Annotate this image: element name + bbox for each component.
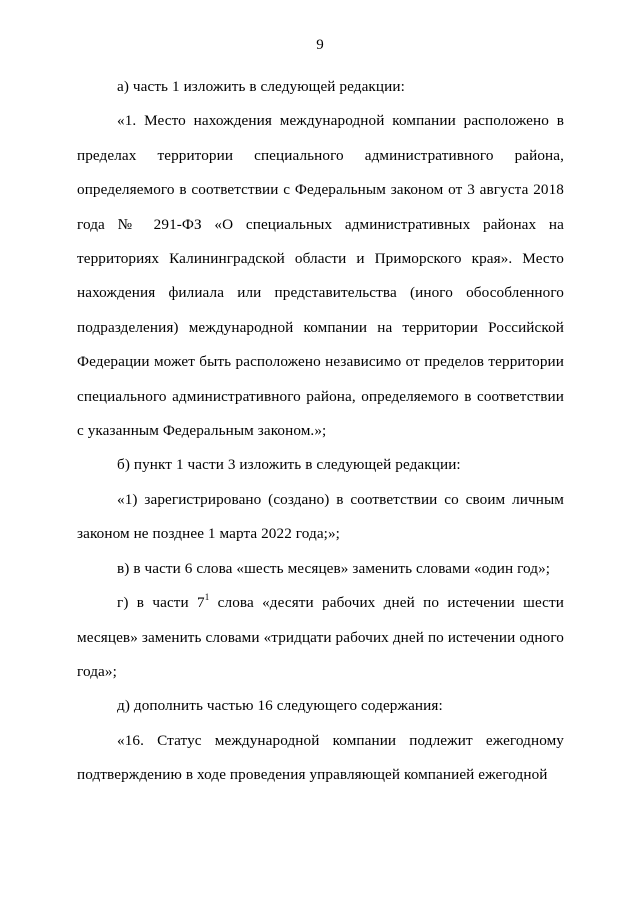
page-number: 9 bbox=[316, 37, 324, 53]
paragraph-part-1-text: «1. Место нахождения международной компании расположено в пределах территории специального административного района, определяемого в соответствии с Федеральным законом от 3 августа 2018 года № 291-ФЗ «О специальных административных районах на территориях Калининградской области и Приморского края». Место нахождения филиала или представительства (иного обособленного подразделения) международной компании на территории Российской Федерации может быть расположено независимо от пределов территории специального административного района, определяемого в соответствии с указанным Федеральным законом.»; bbox=[77, 112, 564, 440]
paragraph-item-1: «1) зарегистрировано (создано) в соответствии со своим личным законом не позднее 1 марта 2022 года;»; bbox=[77, 490, 564, 543]
paragraph-a: а) часть 1 изложить в следующей редакции: bbox=[117, 78, 405, 95]
paragraph-b: б) пункт 1 части 3 изложить в следующей редакции: bbox=[117, 456, 461, 474]
paragraph-d: д) дополнить частью 16 следующего содержания: bbox=[117, 697, 443, 715]
paragraph-g-after: слова «десяти рабочих дней по истечении шести месяцев» заменить словами «тридцати рабочих дней по истечении одного года»; bbox=[77, 594, 564, 680]
paragraph-part-16-text: «16. Статус международной компании подлежит ежегодному подтверждению в ходе проведения управляющей компанией ежегодной bbox=[77, 731, 564, 784]
document-body bbox=[77, 70, 564, 793]
paragraph-v: в) в части 6 слова «шесть месяцев» заменить словами «один год»; bbox=[117, 559, 551, 577]
paragraph-g bbox=[77, 586, 564, 689]
paragraph-g-superscript: 1 bbox=[204, 592, 210, 603]
paragraph-g-before: г) в части 7 bbox=[117, 594, 205, 612]
